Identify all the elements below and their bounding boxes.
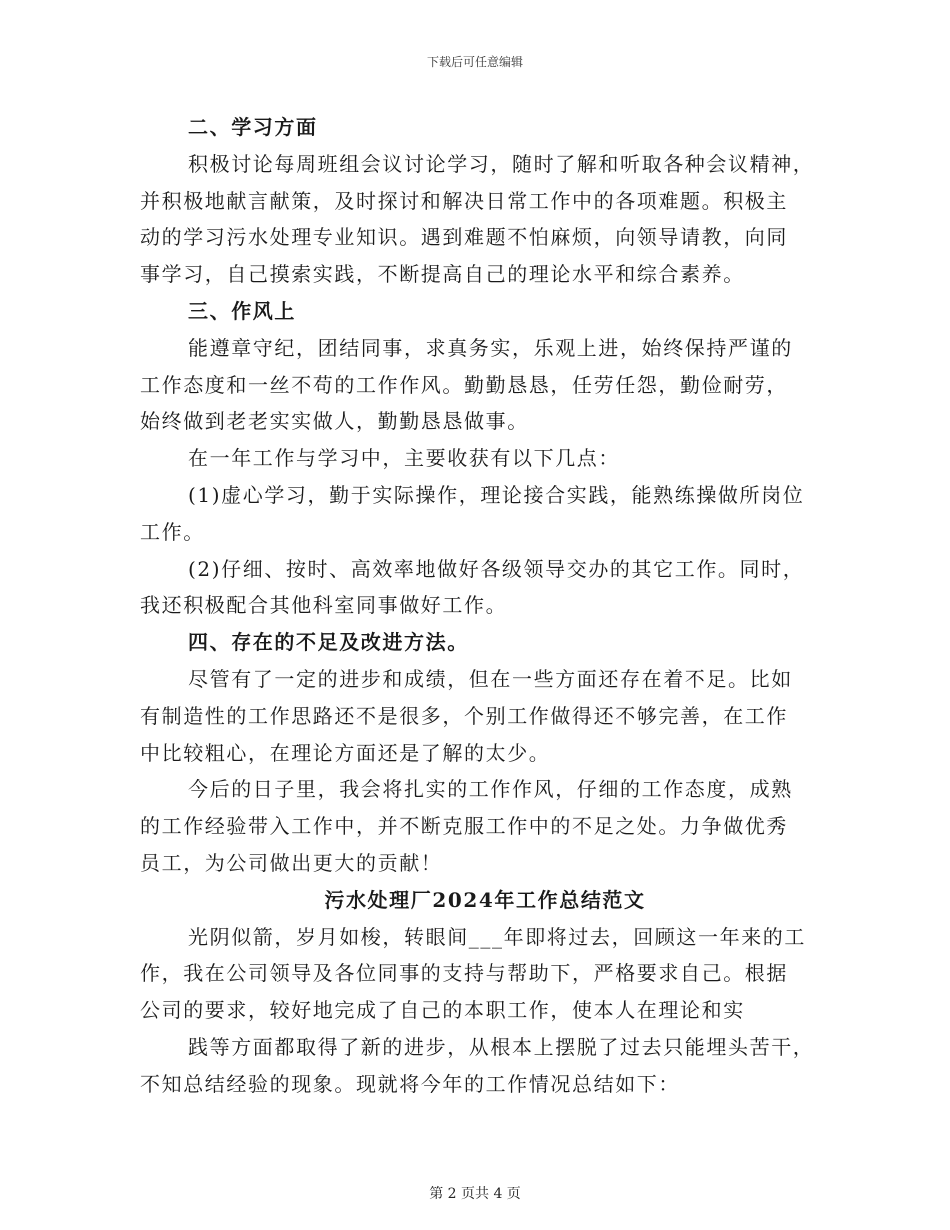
paragraph-first-line: 践等方面都取得了新的进步，从根本上摆脱了过去只能埋头苦干，	[188, 1034, 815, 1059]
section-heading: 四、存在的不足及改进方法。	[188, 630, 469, 655]
paragraph-first-line: 尽管有了一定的进步和成绩，但在一些方面还存在着不足。比如	[188, 666, 793, 691]
paragraph-line: 我还积极配合其他科室同事做好工作。	[140, 593, 508, 618]
paragraph-line: 的工作经验带入工作中，并不断克服工作中的不足之处。力争做优秀	[140, 814, 788, 839]
paragraph-line: 公司的要求，较好地完成了自己的本职工作，使本人在理论和实	[140, 998, 745, 1023]
paragraph-first-line: (1)虚心学习，勤于实际操作，理论接合实践，能熟练操做所岗位	[188, 482, 805, 507]
paragraph-first-line: 光阴似箭，岁月如梭，转眼间___年即将过去，回顾这一年来的工	[188, 924, 806, 949]
paragraph-first-line: 今后的日子里，我会将扎实的工作作风，仔细的工作态度，成熟	[188, 777, 793, 802]
paragraph-line: 工作。	[140, 519, 205, 544]
paragraph-line: 并积极地献言献策，及时探讨和解决日常工作中的各项难题。积极主	[140, 188, 788, 213]
document-body	[140, 109, 815, 1103]
paragraph-first-line: 积极讨论每周班组会议讨论学习，随时了解和听取各种会议精神，	[188, 151, 815, 176]
paragraph-line: 动的学习污水处理专业知识。遇到难题不怕麻烦，向领导请教，向同	[140, 225, 788, 250]
paragraph-first-line: 在一年工作与学习中，主要收获有以下几点：	[188, 446, 620, 471]
paragraph-line: 事学习，自己摸索实践，不断提高自己的理论水平和综合素养。	[140, 262, 745, 287]
paragraph-line: 工作态度和一丝不苟的工作作风。勤勤恳恳，任劳任怨，勤俭耐劳，	[140, 372, 788, 397]
paragraph-line: 中比较粗心，在理论方面还是了解的太少。	[140, 740, 551, 765]
document-title: 污水处理厂2024年工作总结范文	[324, 887, 646, 912]
paragraph-line: 员工，为公司做出更大的贡献！	[140, 850, 443, 875]
paragraph-line: 作，我在公司领导及各位同事的支持与帮助下，严格要求自己。根据	[140, 961, 788, 986]
section-heading: 二、学习方面	[188, 115, 318, 139]
paragraph-line: 有制造性的工作思路还不是很多，个别工作做得还不够完善，在工作	[140, 703, 788, 728]
page-header: 下载后可任意编辑	[426, 55, 523, 69]
paragraph-line: 始终做到老老实实做人，勤勤恳恳做事。	[140, 409, 529, 434]
paragraph-first-line: 能遵章守纪，团结同事，求真务实，乐观上进，始终保持严谨的	[188, 335, 793, 360]
page-footer: 第 2 页共 4 页	[429, 1186, 521, 1202]
paragraph-first-line: (2)仔细、按时、高效率地做好各级领导交办的其它工作。同时，	[188, 556, 805, 581]
section-heading: 三、作风上	[188, 298, 296, 323]
paragraph-line: 不知总结经验的现象。现就将今年的工作情况总结如下：	[140, 1071, 680, 1096]
